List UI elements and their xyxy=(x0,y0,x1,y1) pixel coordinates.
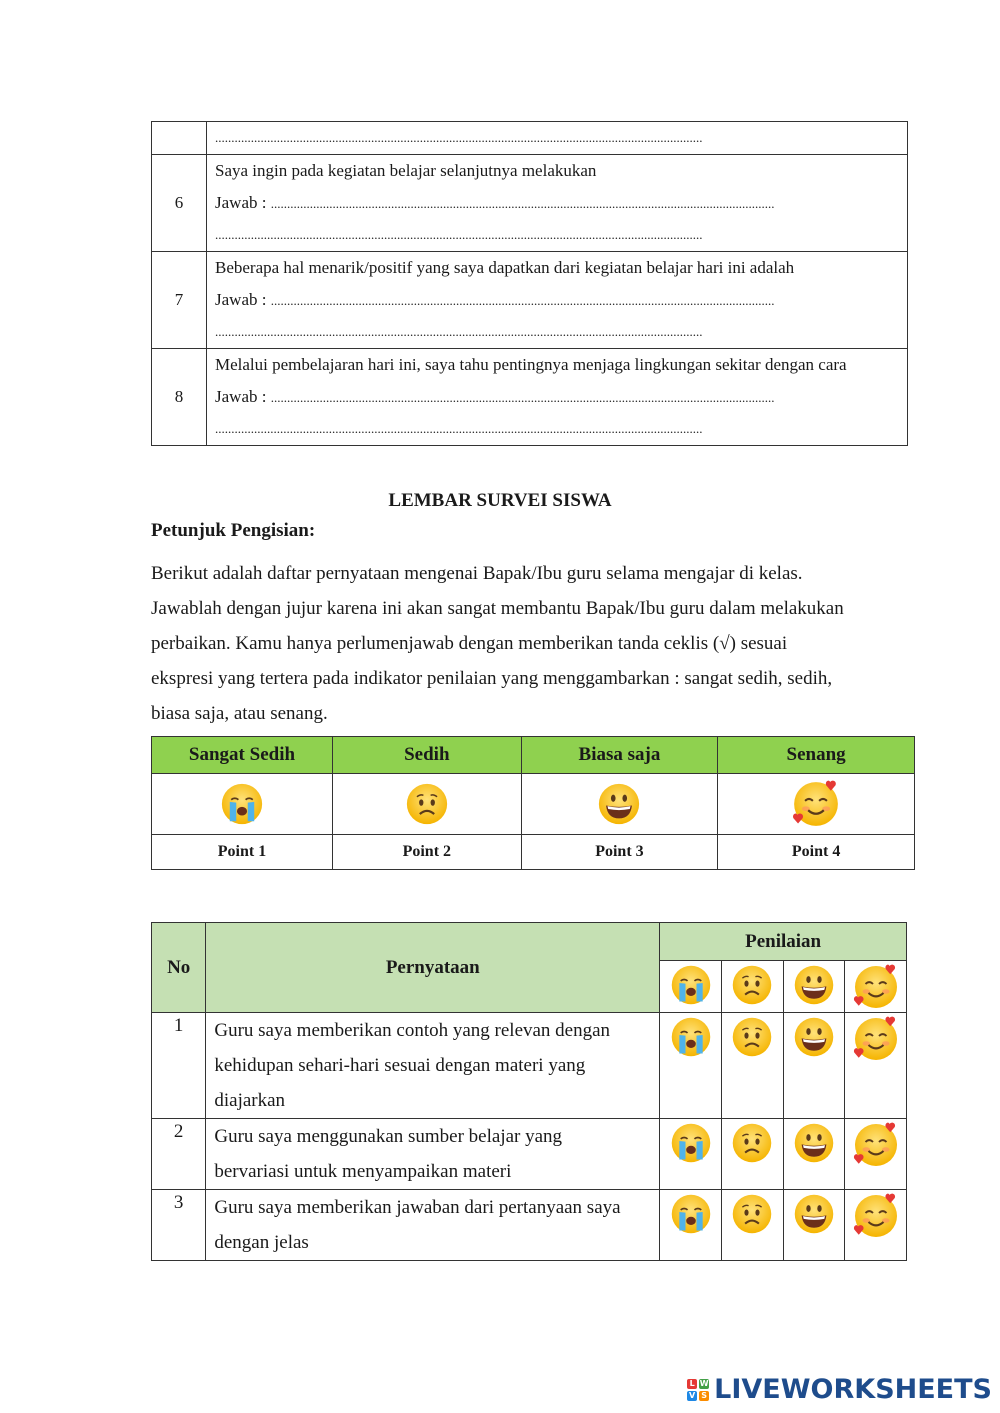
statement: Guru saya memberikan contoh yang relevan dengan kehidupan sehari-hari sesuai dengan materi yang diajarkan xyxy=(206,1013,660,1119)
rating-option-3[interactable] xyxy=(783,1119,845,1190)
grinning-face-icon xyxy=(596,781,642,827)
grinning-face-icon[interactable] xyxy=(792,1121,836,1165)
loudly-crying-face-icon xyxy=(219,781,265,827)
rating-option-3[interactable] xyxy=(783,1190,845,1261)
legend-point-row xyxy=(152,835,915,870)
column-header-score: Penilaian xyxy=(660,923,907,961)
worried-face-icon[interactable] xyxy=(730,1192,774,1236)
answer-line[interactable]: Jawab : ........................................................................................................................................................... xyxy=(215,193,775,212)
instructions-text xyxy=(151,556,911,731)
loudly-crying-face-icon[interactable] xyxy=(669,1121,713,1165)
instructions-line: biasa saja, atau senang. xyxy=(151,703,328,724)
rating-legend-table xyxy=(151,736,915,870)
legend-label: Biasa saja xyxy=(521,737,718,774)
answer-line[interactable]: Jawab : ........................................................................................................................................................... xyxy=(215,387,775,406)
question-prompt: Melalui pembelajaran hari ini, saya tahu pentingnya menjaga lingkungan sekitar dengan cara xyxy=(215,355,847,374)
question-row-continued xyxy=(152,122,908,155)
answer-line[interactable]: ...................................................................................................................................................... xyxy=(215,130,703,145)
statement: Guru saya menggunakan sumber belajar yang bervariasi untuk menyampaikan materi xyxy=(206,1119,660,1190)
question-prompt: Beberapa hal menarik/positif yang saya dapatkan dari kegiatan belajar hari ini adalah xyxy=(215,258,795,277)
column-header-no: No xyxy=(152,923,206,1013)
question-number: 6 xyxy=(152,155,207,252)
loudly-crying-face-icon[interactable] xyxy=(669,1015,713,1059)
reflection-questions-table xyxy=(151,121,908,446)
instructions-line: Berikut adalah daftar pernyataan mengenai Bapak/Ibu guru selama mengajar di kelas. xyxy=(151,563,803,584)
smiling-face-with-hearts-icon xyxy=(852,963,900,1011)
worried-face-icon xyxy=(730,963,774,1007)
worried-face-icon[interactable] xyxy=(730,1015,774,1059)
legend-header-row xyxy=(152,737,915,774)
grinning-face-icon xyxy=(792,963,836,1007)
grinning-face-icon[interactable] xyxy=(792,1015,836,1059)
answer-prefix: Jawab : xyxy=(215,387,271,406)
row-number: 2 xyxy=(152,1119,206,1190)
rating-option-1[interactable] xyxy=(660,1013,722,1119)
table-row xyxy=(152,1190,907,1261)
legend-label: Senang xyxy=(718,737,915,774)
worried-face-icon[interactable] xyxy=(730,1121,774,1165)
worried-face-icon xyxy=(404,781,450,827)
legend-point: Point 1 xyxy=(152,835,333,870)
liveworksheets-logo xyxy=(687,1374,992,1405)
legend-point: Point 3 xyxy=(521,835,718,870)
question-row xyxy=(152,252,908,349)
answer-line[interactable]: ...................................................................................................................................................... xyxy=(215,227,703,242)
grinning-face-icon[interactable] xyxy=(792,1192,836,1236)
smiling-face-with-hearts-icon[interactable] xyxy=(852,1015,900,1063)
question-number: 7 xyxy=(152,252,207,349)
legend-emoji-row xyxy=(152,774,915,835)
rating-header-row xyxy=(152,923,907,961)
rating-option-4[interactable] xyxy=(845,1013,907,1119)
question-prompt: Saya ingin pada kegiatan belajar selanjutnya melakukan xyxy=(215,161,597,180)
rating-option-4[interactable] xyxy=(845,1190,907,1261)
question-row xyxy=(152,155,908,252)
question-number xyxy=(152,122,207,155)
question-number: 8 xyxy=(152,349,207,446)
instructions-line: ekspresi yang tertera pada indikator penilaian yang menggambarkan : sangat sedih, sedih, xyxy=(151,668,833,689)
row-number: 3 xyxy=(152,1190,206,1261)
smiling-face-with-hearts-icon[interactable] xyxy=(852,1121,900,1169)
statement: Guru saya memberikan jawaban dari pertanyaan saya dengan jelas xyxy=(206,1190,660,1261)
instructions-line: Jawablah dengan jujur karena ini akan sangat membantu Bapak/Ibu guru dalam melakukan xyxy=(151,598,844,619)
table-row xyxy=(152,1119,907,1190)
legend-label: Sedih xyxy=(332,737,521,774)
rating-option-1[interactable] xyxy=(660,1190,722,1261)
instructions-heading: Petunjuk Pengisian: xyxy=(151,520,316,541)
question-row xyxy=(152,349,908,446)
instructions-line: perbaikan. Kamu hanya perlumenjawab dengan memberikan tanda ceklis (√) sesuai xyxy=(151,633,788,654)
teacher-rating-table xyxy=(151,922,907,1261)
answer-line[interactable]: Jawab : ........................................................................................................................................................... xyxy=(215,290,775,309)
answer-prefix: Jawab : xyxy=(215,290,271,309)
table-row xyxy=(152,1013,907,1119)
loudly-crying-face-icon[interactable] xyxy=(669,1192,713,1236)
legend-point: Point 4 xyxy=(718,835,915,870)
rating-option-2[interactable] xyxy=(721,1190,783,1261)
rating-option-2[interactable] xyxy=(721,1013,783,1119)
answer-line[interactable]: ...................................................................................................................................................... xyxy=(215,421,703,436)
legend-label: Sangat Sedih xyxy=(152,737,333,774)
smiling-face-with-hearts-icon xyxy=(791,779,841,829)
rating-option-4[interactable] xyxy=(845,1119,907,1190)
answer-line[interactable]: ...................................................................................................................................................... xyxy=(215,324,703,339)
loudly-crying-face-icon xyxy=(669,963,713,1007)
row-number: 1 xyxy=(152,1013,206,1119)
brand-name: LIVEWORKSHEETS xyxy=(714,1374,992,1405)
legend-point: Point 2 xyxy=(332,835,521,870)
brand-logo-icon: L W V S xyxy=(689,1378,709,1400)
rating-option-2[interactable] xyxy=(721,1119,783,1190)
answer-prefix: Jawab : xyxy=(215,193,271,212)
smiling-face-with-hearts-icon[interactable] xyxy=(852,1192,900,1240)
survey-title: LEMBAR SURVEI SISWA xyxy=(388,490,612,511)
rating-option-3[interactable] xyxy=(783,1013,845,1119)
rating-option-1[interactable] xyxy=(660,1119,722,1190)
column-header-statement: Pernyataan xyxy=(206,923,660,1013)
